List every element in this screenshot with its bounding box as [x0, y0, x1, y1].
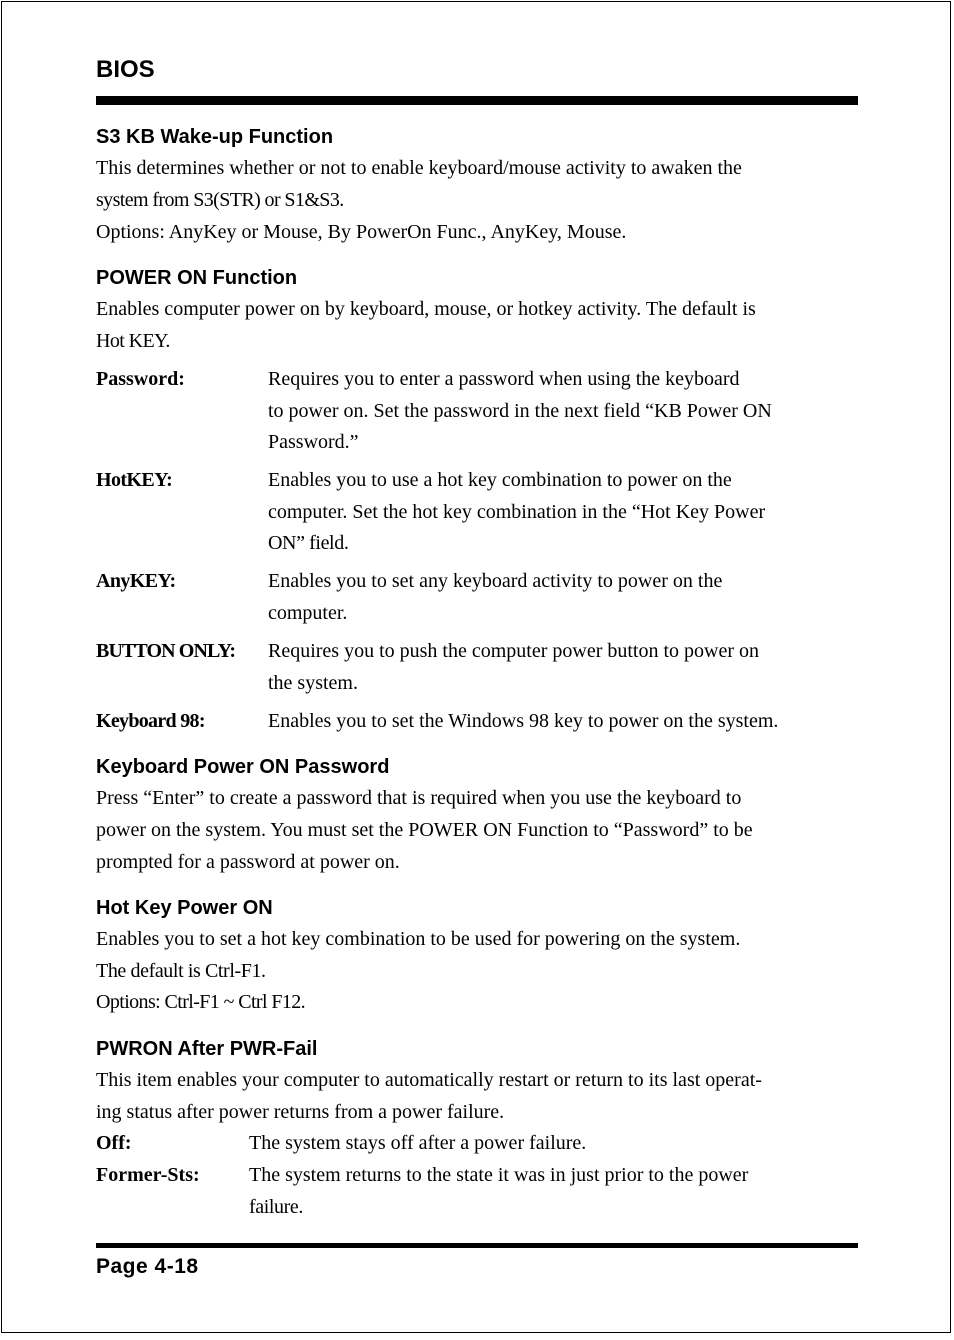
s3kb-text-line: system from S3(STR) or S1&S3. [96, 189, 344, 211]
option-desc-line: computer. [268, 602, 348, 624]
option-term-password: Password: [96, 368, 185, 390]
hotkey-text-line: Enables you to set a hot key combination to be used for powering on the system. [96, 928, 741, 950]
option-desc-line: computer. Set the hot key combination in the “Hot Key Power [268, 501, 766, 523]
kbpwd-heading: Keyboard Power ON Password [96, 756, 390, 778]
page-number: Page 4-18 [96, 1255, 199, 1278]
option-desc-line: Password.” [268, 431, 359, 453]
option-desc-line: Requires you to enter a password when using the keyboard [268, 368, 740, 390]
option-desc-line: The system stays off after a power failure. [249, 1132, 587, 1154]
option-term-former-sts: Former-Sts: [96, 1164, 200, 1186]
option-desc-line: Enables you to use a hot key combination to power on the [268, 469, 732, 491]
poweron-text-line: Hot KEY. [96, 330, 170, 352]
s3kb-heading: S3 KB Wake-up Function [96, 126, 334, 148]
hotkey-text-line: The default is Ctrl-F1. [96, 960, 266, 982]
hotkey-options-line: Options: Ctrl-F1 ~ Ctrl F12. [96, 991, 306, 1013]
hotkey-heading: Hot Key Power ON [96, 897, 273, 919]
option-desc-line: Requires you to push the computer power button to power on [268, 640, 760, 662]
pwron-text-line: This item enables your computer to automatically restart or return to its last operat- [96, 1069, 762, 1091]
page-header-title: BIOS [96, 56, 155, 83]
kbpwd-text-line: power on the system. You must set the POWER ON Function to “Password” to be [96, 819, 753, 841]
poweron-heading: POWER ON Function [96, 267, 298, 289]
option-desc-line: The system returns to the state it was in just prior to the power [249, 1164, 749, 1186]
s3kb-options-line: Options: AnyKey or Mouse, By PowerOn Func., AnyKey, Mouse. [96, 221, 627, 243]
header-rule [96, 96, 858, 105]
option-desc-line: the system. [268, 672, 358, 694]
option-term-button-only: BUTTON ONLY: [96, 640, 236, 662]
pwron-text-line: ing status after power returns from a power failure. [96, 1101, 505, 1123]
option-term-anykey: AnyKEY: [96, 570, 176, 592]
option-term-hotkey: HotKEY: [96, 469, 173, 491]
option-desc-line: to power on. Set the password in the next field “KB Power ON [268, 400, 772, 422]
option-desc-line: failure. [249, 1196, 303, 1218]
option-desc-line: Enables you to set the Windows 98 key to power on the system. [268, 710, 779, 732]
option-desc-line: ON” field. [268, 532, 349, 554]
option-desc-line: Enables you to set any keyboard activity to power on the [268, 570, 723, 592]
s3kb-text-line: This determines whether or not to enable keyboard/mouse activity to awaken the [96, 157, 742, 179]
pwron-heading: PWRON After PWR-Fail [96, 1038, 318, 1060]
kbpwd-text-line: prompted for a password at power on. [96, 851, 400, 873]
option-term-keyboard98: Keyboard 98: [96, 710, 205, 732]
poweron-text-line: Enables computer power on by keyboard, mouse, or hotkey activity. The default is [96, 298, 756, 320]
footer-rule [96, 1243, 858, 1248]
kbpwd-text-line: Press “Enter” to create a password that is required when you use the keyboard to [96, 787, 742, 809]
option-term-off: Off: [96, 1132, 132, 1154]
